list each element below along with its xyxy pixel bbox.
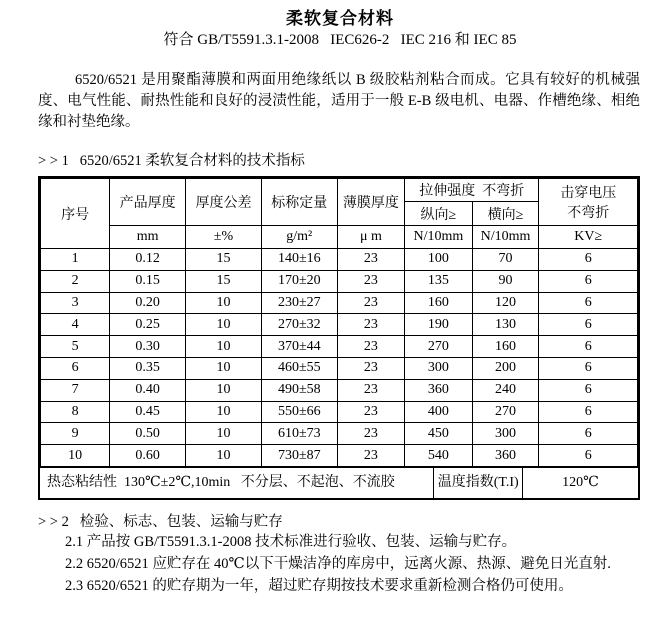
table-cell: 23 [337, 314, 404, 336]
table-cell: 540 [405, 445, 472, 467]
table-cell: 2 [41, 270, 110, 292]
section1-marker: > > 1 [38, 153, 69, 169]
table-cell: 23 [337, 270, 404, 292]
table-cell: 0.20 [110, 292, 186, 314]
table-cell: 270 [405, 336, 472, 358]
table-cell: 610±73 [261, 423, 337, 445]
table-row [41, 292, 638, 314]
table-cell: 160 [472, 336, 539, 358]
table-cell: 190 [405, 314, 472, 336]
temperature-index-value: 120℃ [522, 468, 638, 498]
table-cell: 90 [472, 270, 539, 292]
header-tensile-long: 纵向≥ [405, 202, 472, 226]
header-row-1 [41, 179, 638, 202]
table-cell: 0.50 [110, 423, 186, 445]
table-cell: 550±66 [261, 401, 337, 423]
header-voltage-line2: 不弯折 [567, 206, 610, 221]
table-row [41, 379, 638, 401]
table-cell: 15 [186, 249, 262, 271]
table-cell: 23 [337, 249, 404, 271]
table-cell: 8 [41, 401, 110, 423]
table-cell: 270 [472, 401, 539, 423]
table-cell: 10 [186, 445, 262, 467]
table-cell: 240 [472, 379, 539, 401]
table-cell: 23 [337, 292, 404, 314]
table-cell: 15 [186, 270, 262, 292]
section2-gap [69, 514, 80, 530]
table-cell: 360 [472, 445, 539, 467]
table-cell: 6 [539, 336, 638, 358]
section2-title-text: 检验、标志、包装、运输与贮存 [79, 513, 283, 530]
unit-um: μ m [337, 226, 404, 249]
table-row [41, 270, 638, 292]
table-cell: 10 [41, 445, 110, 467]
temperature-index-label: 温度指数(T.I) [433, 468, 522, 498]
table-footer-row [40, 467, 638, 498]
table-cell: 0.60 [110, 445, 186, 467]
standards-line: 符合 GB/T5591.3.1-2008 IEC626-2 IEC 216 和 IEC 85 [163, 32, 517, 48]
header-seq: 序号 [41, 179, 110, 249]
table-cell: 6 [539, 423, 638, 445]
header-voltage [539, 179, 638, 226]
table-cell: 7 [41, 379, 110, 401]
table-cell: 4 [41, 314, 110, 336]
table-cell: 230±27 [261, 292, 337, 314]
table-cell: 10 [186, 336, 262, 358]
table-cell: 10 [186, 379, 262, 401]
table-cell: 120 [472, 292, 539, 314]
section2-block [38, 513, 642, 597]
spec-table [40, 178, 638, 467]
table-cell: 6 [539, 314, 638, 336]
table-cell: 130 [472, 314, 539, 336]
storage-item-2: 2.2 6520/6521 应贮存在 40℃以下干燥洁净的库房中，远离火源、热源、避免日光直射. [65, 555, 611, 572]
table-cell: 270±32 [261, 314, 337, 336]
table-cell: 300 [405, 357, 472, 379]
intro-paragraph: 6520/6521 是用聚酯薄膜和两面用绝缘纸以 B 级胶粘剂粘合而成。它具有较好的机械强度、电气性能、耐热性能和良好的浸渍性能，适用于一般 E-B 级电机、电器、作槽绝缘、相绝缘和衬垫绝缘。 [38, 72, 640, 130]
table-row [41, 423, 638, 445]
header-voltage-line1: 击穿电压 [560, 186, 617, 201]
spec-table-wrap [38, 176, 640, 500]
section2-heading [38, 513, 642, 531]
table-row [41, 357, 638, 379]
table-cell: 0.25 [110, 314, 186, 336]
table-cell: 10 [186, 423, 262, 445]
bond-property-cell: 热态粘结性 130℃±2℃,10min 不分层、不起泡、不流胶 [47, 474, 395, 490]
table-row [41, 314, 638, 336]
table-cell: 6 [539, 270, 638, 292]
storage-item-3: 2.3 6520/6521 的贮存期为一年，超过贮存期按技术要求重新检测合格仍可使用。 [65, 577, 573, 594]
table-cell: 360 [405, 379, 472, 401]
unit-n10mm-trans: N/10mm [472, 226, 539, 249]
table-cell: 10 [186, 292, 262, 314]
table-cell: 200 [472, 357, 539, 379]
table-cell: 23 [337, 401, 404, 423]
table-cell: 300 [472, 423, 539, 445]
table-cell: 23 [337, 445, 404, 467]
table-cell: 6 [41, 357, 110, 379]
table-body [41, 249, 638, 467]
page-title: 柔软复合材料 [286, 9, 394, 28]
table-cell: 1 [41, 249, 110, 271]
header-thickness: 产品厚度 [110, 179, 186, 226]
table-cell: 5 [41, 336, 110, 358]
table-cell: 10 [186, 314, 262, 336]
header-film: 薄膜厚度 [337, 179, 404, 226]
table-row [41, 401, 638, 423]
table-cell: 23 [337, 336, 404, 358]
table-cell: 6 [539, 357, 638, 379]
table-cell: 490±58 [261, 379, 337, 401]
section1-title-text: 6520/6521 柔软复合材料的技术指标 [79, 153, 305, 169]
table-cell: 6 [539, 249, 638, 271]
table-cell: 730±87 [261, 445, 337, 467]
table-cell: 370±44 [261, 336, 337, 358]
table-cell: 3 [41, 292, 110, 314]
table-cell: 450 [405, 423, 472, 445]
storage-item-1: 2.1 产品按 GB/T5591.3.1-2008 技术标准进行验收、包装、运输与贮存。 [65, 533, 517, 550]
unit-n10mm-long: N/10mm [405, 226, 472, 249]
table-cell: 0.40 [110, 379, 186, 401]
table-cell: 170±20 [261, 270, 337, 292]
table-cell: 160 [405, 292, 472, 314]
table-cell: 0.35 [110, 357, 186, 379]
table-cell: 140±16 [261, 249, 337, 271]
header-weight: 标称定量 [261, 179, 337, 226]
table-cell: 10 [186, 357, 262, 379]
table-cell: 100 [405, 249, 472, 271]
table-cell: 400 [405, 401, 472, 423]
table-cell: 6 [539, 401, 638, 423]
table-row [41, 336, 638, 358]
section1-title [69, 153, 80, 169]
header-tensile-trans: 横向≥ [472, 202, 539, 226]
table-cell: 460±55 [261, 357, 337, 379]
table-cell: 0.12 [110, 249, 186, 271]
table-cell: 6 [539, 292, 638, 314]
table-cell: 23 [337, 423, 404, 445]
table-cell: 0.15 [110, 270, 186, 292]
table-cell: 0.45 [110, 401, 186, 423]
section1-heading [38, 152, 642, 170]
table-cell: 0.30 [110, 336, 186, 358]
table-row [41, 249, 638, 271]
header-tensile-group: 拉伸强度 不弯折 [405, 179, 539, 202]
table-cell: 23 [337, 379, 404, 401]
table-row [41, 445, 638, 467]
unit-mm: mm [110, 226, 186, 249]
table-cell: 70 [472, 249, 539, 271]
unit-gsm: g/m² [261, 226, 337, 249]
table-cell: 135 [405, 270, 472, 292]
table-cell: 6 [539, 445, 638, 467]
table-cell: 23 [337, 357, 404, 379]
unit-kv: KV≥ [539, 226, 638, 249]
header-tolerance: 厚度公差 [186, 179, 262, 226]
unit-percent: ±% [186, 226, 262, 249]
table-cell: 10 [186, 401, 262, 423]
table-cell: 6 [539, 379, 638, 401]
section2-marker: > > 2 [38, 513, 69, 530]
table-cell: 9 [41, 423, 110, 445]
units-row [41, 226, 638, 249]
